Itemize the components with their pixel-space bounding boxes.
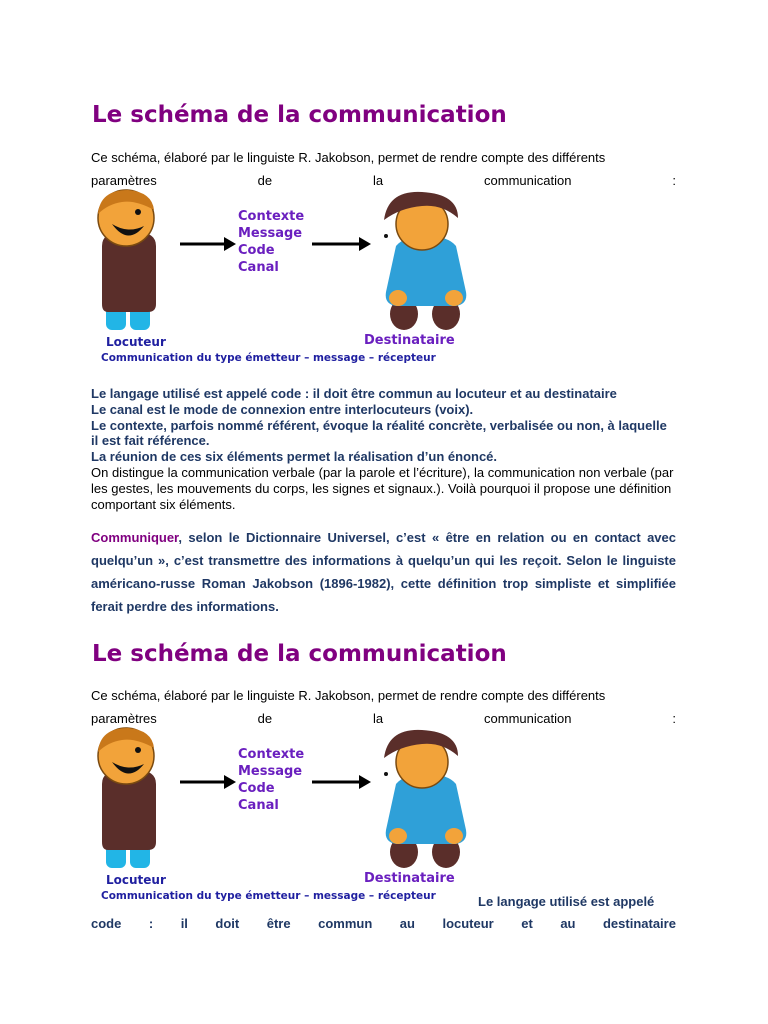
section1-intro [91, 146, 676, 192]
trailing-word: il [180, 916, 188, 931]
plain-note: On distingue la communication verbale (par la parole et l’écriture), la communication non verbale (par les gestes, les mouvements du corps, les signes et signaux.). Voilà pourquoi il propose une définition comportant six éléments. [91, 464, 674, 512]
trailing-note-line [91, 914, 676, 934]
arrow-icon [180, 775, 236, 789]
trailing-word: : [148, 916, 154, 931]
intro-word: communication [484, 173, 572, 188]
label-destinataire: Destinataire [364, 333, 455, 348]
speaker-figure [98, 728, 156, 868]
label-message: Message [238, 764, 303, 779]
intro-line: Ce schéma, élaboré par le linguiste R. Jakobson, permet de rendre compte des différents [91, 150, 606, 165]
label-locuteur: Locuteur [106, 335, 166, 349]
trailing-word: destinataire [602, 916, 676, 931]
definition-paragraph [91, 526, 676, 618]
label-code: Code [238, 243, 275, 258]
label-message: Message [238, 226, 303, 241]
section2-title: Le schéma de la communication [92, 641, 507, 667]
figure-caption: Communication du type émetteur – message – récepteur [101, 890, 436, 902]
arrow-icon [312, 237, 371, 251]
intro-word: de [257, 173, 273, 188]
note-line: Le contexte, parfois nommé référent, évoque la réalité concrète, verbalisée ou non, à laquelle il est fait référence. [91, 417, 667, 449]
note-line: Le langage utilisé est appelé code : il doit être commun au locuteur et au destinataire [91, 386, 617, 401]
speaker-figure [98, 190, 156, 330]
trailing-word: code [91, 916, 122, 931]
label-canal: Canal [238, 798, 279, 813]
note-line: La réunion de ces six éléments permet la réalisation d’un énoncé. [91, 449, 498, 465]
label-canal: Canal [238, 260, 279, 275]
trailing-word: commun [318, 916, 373, 931]
receiver-figure [384, 192, 466, 330]
communication-diagram [92, 726, 484, 906]
trailing-word: au [560, 916, 576, 931]
section1-title: Le schéma de la communication [92, 102, 507, 128]
intro-word: paramètres [91, 173, 157, 188]
receiver-figure [384, 730, 466, 868]
definition-keyword: Communiquer [91, 530, 179, 545]
note-line: Le canal est le mode de connexion entre interlocuteurs (voix). [91, 401, 474, 417]
section2-intro [91, 684, 676, 730]
diagram-svg [92, 188, 484, 368]
trailing-word: et [521, 916, 533, 931]
trailing-word: être [266, 916, 291, 931]
label-locuteur: Locuteur [106, 873, 166, 887]
trailing-word: doit [215, 916, 240, 931]
intro-word: communication [484, 711, 572, 726]
figure-caption: Communication du type émetteur – message – récepteur [101, 352, 436, 364]
definition-text: , selon le Dictionnaire Universel, c’est « être en relation ou en contact avec quelqu’un », c’est transmettre des informations à quelqu’un qui les reçoit. Selon le linguiste américano-russe Roman Jakobson (1896-1982), cette définition trop simpliste et simplifiée ferait perdre des informations. [91, 530, 676, 614]
label-code: Code [238, 781, 275, 796]
communication-diagram [92, 188, 484, 368]
diagram-svg [92, 726, 484, 906]
intro-word: paramètres [91, 711, 157, 726]
trailing-word: locuteur [442, 916, 494, 931]
label-contexte: Contexte [238, 747, 305, 762]
intro-word: la [373, 711, 384, 726]
intro-word: : [672, 173, 676, 188]
label-destinataire: Destinataire [364, 871, 455, 886]
notes-block [91, 386, 676, 512]
intro-word: : [672, 711, 676, 726]
intro-word: la [373, 173, 384, 188]
trailing-note-start: Le langage utilisé est appelé [478, 894, 655, 909]
arrow-icon [180, 237, 236, 251]
trailing-word: au [399, 916, 415, 931]
arrow-icon [312, 775, 371, 789]
intro-word: de [257, 711, 273, 726]
label-contexte: Contexte [238, 209, 305, 224]
intro-line: Ce schéma, élaboré par le linguiste R. Jakobson, permet de rendre compte des différents [91, 688, 606, 703]
